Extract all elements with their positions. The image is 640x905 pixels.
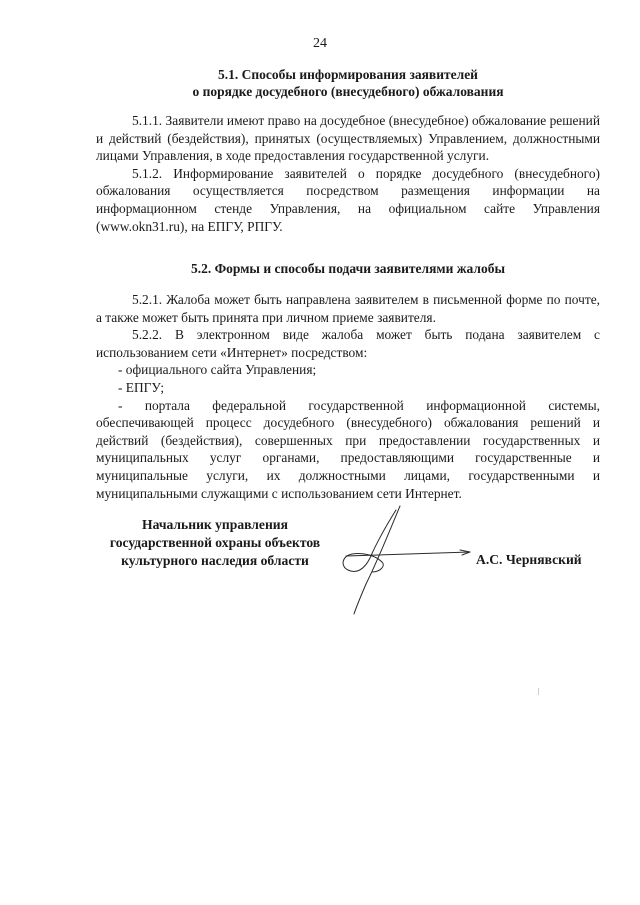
heading-line: о порядке досудебного (внесудебного) обжалования: [192, 84, 504, 99]
handwritten-signature: [330, 500, 480, 618]
section-heading-5-1: [96, 66, 600, 100]
scan-mark: [538, 688, 539, 695]
signatory-title-line: культурного наследия области: [121, 553, 309, 568]
signatory-title-line: государственной охраны объектов: [109, 535, 321, 550]
signatory-name: А.С. Чернявский: [476, 552, 582, 567]
paragraph-5-1-1: 5.1.1. Заявители имеют право на досудебное (внесудебное) обжалование решений и действий (бездействия), принятых (осуществляемых) Управлением, должностными лицами Управления, в ходе предоставления государственной услуги.: [96, 113, 600, 164]
section-heading-5-2: 5.2. Формы и способы подачи заявителями жалобы: [190, 261, 506, 276]
paragraph-5-2-2: 5.2.2. В электронном виде жалоба может быть подана заявителем с использованием сети «Интернет» посредством:: [96, 327, 600, 360]
list-item: - официального сайта Управления;: [118, 362, 317, 378]
list-item: - ЕПГУ;: [118, 379, 165, 395]
signatory-title: [96, 516, 334, 570]
heading-line: 5.1. Способы информирования заявителей: [218, 67, 478, 82]
signatory-title-line: Начальник управления: [142, 517, 288, 532]
section-5-2-body: [96, 291, 600, 502]
paragraph-5-1-2: 5.1.2. Информирование заявителей о порядке досудебного (внесудебного) обжалования осуществляется посредством размещения информации на информационном стенде Управления, на официальном сайте Управления (www.okn31.ru), на ЕПГУ, РПГУ.: [96, 165, 600, 234]
page-number: 24: [313, 36, 327, 51]
list-item: - портала федеральной государственной информационной системы, обеспечивающей процесс досудебного (внесудебного) обжалования решений и действий (бездействия), совершенных при предоставлении государственных и муниципальных услуг органами, предоставляющими государственные и муниципальные услуги, их должностными лицами, государственными и муниципальными служащими с использованием сети Интернет.: [96, 397, 600, 501]
section-5-1-body: [96, 112, 600, 235]
paragraph-5-2-1: 5.2.1. Жалоба может быть направлена заявителем в письменной форме по почте, а также может быть принята при личном приеме заявителя.: [96, 292, 600, 325]
